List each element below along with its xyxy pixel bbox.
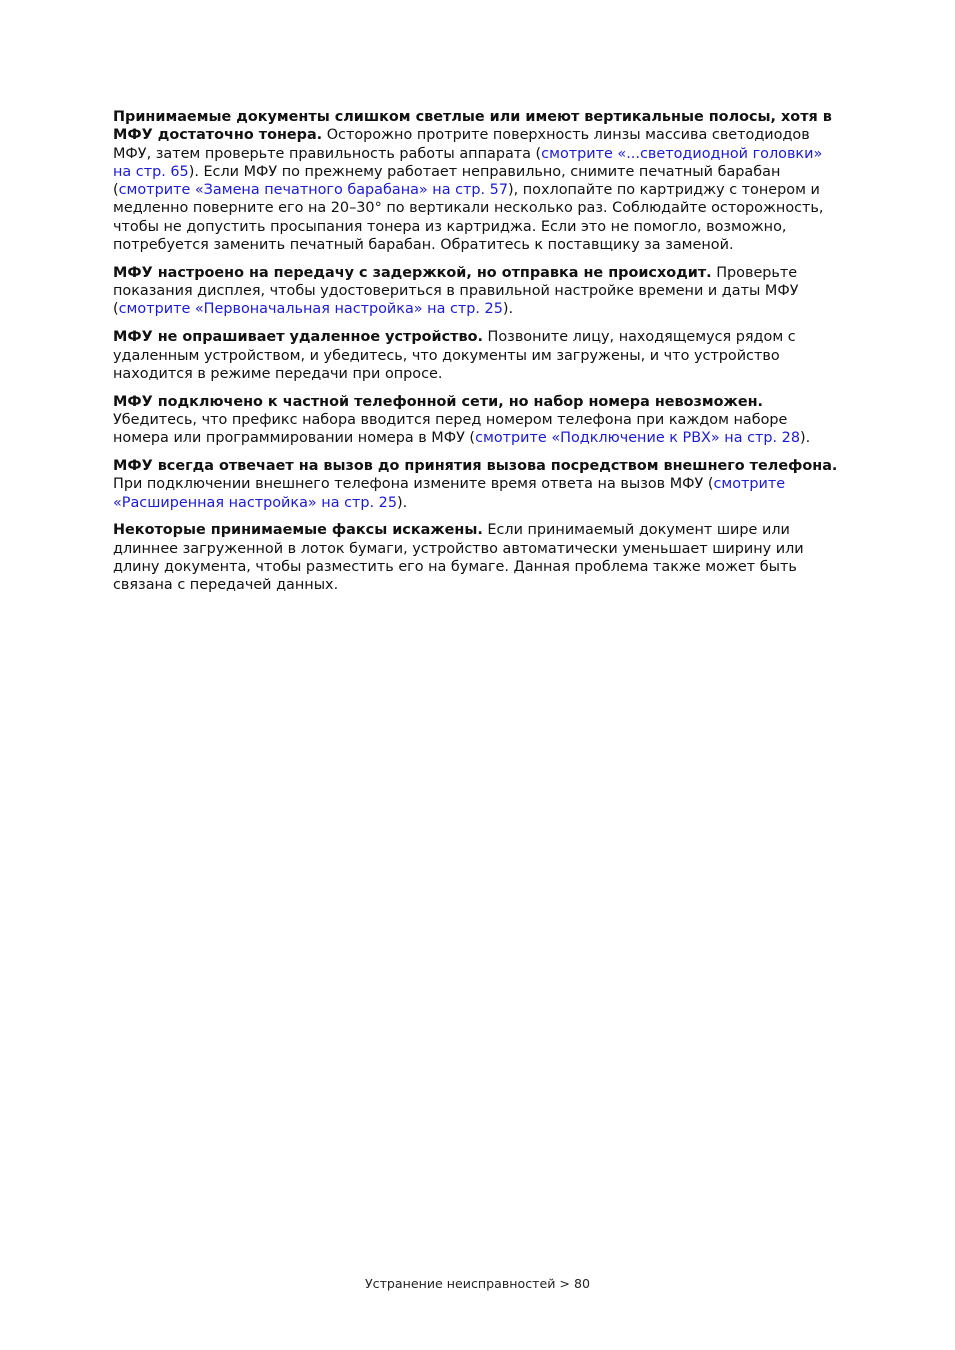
entry-heading: МФУ настроено на передачу с задержкой, но отправка не происходит. (113, 264, 712, 281)
entry-text: Убедитесь, что префикс набора вводится перед номером телефона при каждом наборе номера или программировании номера в МФУ ( (113, 411, 788, 447)
entry-polling (113, 328, 838, 383)
entry-text: Проверьте показания дисплея, чтобы удостовериться в правильной настройке времени и даты МФУ ( (113, 264, 799, 318)
entry-external-phone (113, 457, 838, 512)
entry-heading: Некоторые принимаемые факсы искажены. (113, 522, 483, 539)
entry-text: При подключении внешнего телефона измените время ответа на вызов МФУ ( (113, 476, 714, 493)
entry-heading: МФУ не опрашивает удаленное устройство. (113, 329, 483, 346)
entry-text: Если принимаемый документ шире или длиннее загруженной в лоток бумаги, устройство автоматически уменьшает ширину или длину документа, чтобы разместить его на бумаге. Данная проблема также может быть связана с передачей данных. (113, 522, 804, 594)
entry-text: ). (502, 301, 514, 318)
page-footer: Устранение неисправностей > 80 (365, 1276, 590, 1291)
link-advanced-setup[interactable]: смотрите «Расширенная настройка» на стр. 25 (113, 476, 786, 511)
link-led-head[interactable]: смотрите «...светодиодной головки» на стр. 65 (113, 145, 823, 180)
entry-private-network (113, 393, 838, 448)
entry-text: ). (800, 430, 811, 447)
troubleshooting-content (113, 108, 838, 604)
entry-light-documents (113, 108, 838, 254)
link-initial-setup[interactable]: смотрите «Первоначальная настройка» на стр. 25 (118, 301, 503, 318)
entry-heading: МФУ всегда отвечает на вызов до принятия вызова посредством внешнего телефона. (113, 458, 838, 475)
entry-delayed-send (113, 264, 838, 319)
entry-distorted-faxes (113, 521, 838, 594)
entry-text: ). Если МФУ по прежнему работает неправильно, снимите печатный барабан ( (113, 163, 781, 199)
entry-text: ). (396, 494, 408, 511)
entry-text: Позвоните лицу, находящемуся рядом с удаленным устройством, и убедитесь, что документы им загружены, и что устройство находится в режиме передачи при опросе. (113, 329, 796, 382)
entry-text: ), похлопайте по картриджу с тонером и медленно поверните его на 20–30° по вертикали несколько раз. Соблюдайте осторожность, чтобы не допустить просыпания тонера из картриджа. Если это не помогло, возможно, потребуется заменить печатный барабан. Обратитесь к поставщику за заменой. (113, 182, 824, 254)
entry-heading: МФУ подключено к частной телефонной сети, но набор номера невозможен. (113, 393, 764, 410)
entry-text: Осторожно протрите поверхность линзы массива светодиодов МФУ, затем проверьте правильность работы аппарата ( (113, 127, 810, 162)
link-pbx-connection[interactable]: смотрите «Подключение к PBX» на стр. 28 (475, 430, 800, 447)
entry-heading: Принимаемые документы слишком светлые или имеют вертикальные полосы, хотя в МФУ достаточно тонера. (113, 109, 832, 144)
link-replace-drum[interactable]: смотрите «Замена печатного барабана» на стр. 57 (118, 182, 508, 199)
